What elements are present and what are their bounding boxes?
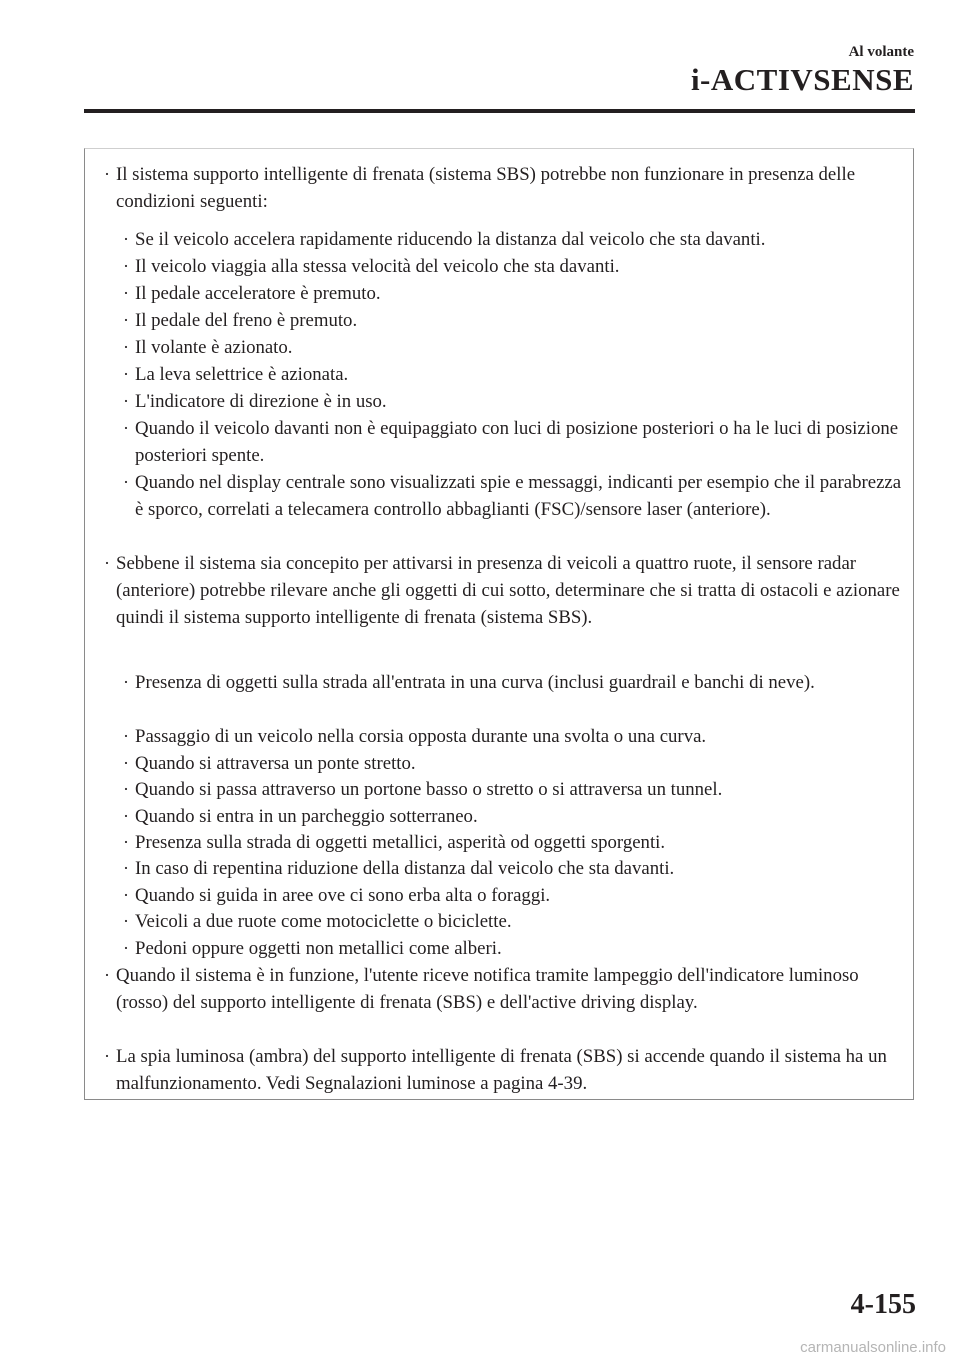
bullet-dot: · xyxy=(123,472,129,492)
sub-list-item-text: Il veicolo viaggia alla stessa velocità del veicolo che sta davanti. xyxy=(135,256,620,277)
bullet-dot: · xyxy=(123,806,129,826)
sub-list-item-text: Quando si passa attraverso un portone basso o stretto o si attraversa un tunnel. xyxy=(135,779,723,800)
sub-list-item-text: Quando si attraversa un ponte stretto. xyxy=(135,753,416,774)
bullet-dot: · xyxy=(123,832,129,852)
bullet-dot: · xyxy=(123,418,129,438)
list-item-text: La spia luminosa (ambra) del supporto intelligente di frenata (SBS) si accende quando il sistema ha un malfunzionamento. Vedi Segnalazioni luminose a pagina 4-39. xyxy=(116,1046,887,1094)
bullet-dot: · xyxy=(123,753,129,773)
section-label: Al volante xyxy=(848,44,914,60)
sub-list-item xyxy=(123,829,903,856)
sub-list-item-text: Pedoni oppure oggetti non metallici come alberi. xyxy=(135,938,502,959)
sub-list-item xyxy=(123,334,903,361)
bullet-dot: · xyxy=(123,911,129,931)
list-item xyxy=(104,161,902,215)
sub-list-item xyxy=(123,253,903,280)
list-item-text: Sebbene il sistema sia concepito per attivarsi in presenza di veicoli a quattro ruote, il sensore radar (anteriore) potrebbe rilevare anche gli oggetti di cui sotto, determinare che si tratta di ostacoli e azionare quindi il sistema supporto intelligente di frenata (sistema SBS). xyxy=(116,553,900,628)
sub-list-item xyxy=(123,669,903,696)
sub-list-item xyxy=(123,361,903,388)
sub-list-item-text: Il volante è azionato. xyxy=(135,337,293,358)
bullet-dot: · xyxy=(104,553,110,573)
sub-list-item xyxy=(123,307,903,334)
bullet-dot: · xyxy=(123,938,129,958)
sub-list-item xyxy=(123,855,903,882)
bullet-dot: · xyxy=(123,726,129,746)
sub-list-item xyxy=(123,226,903,253)
bullet-dot: · xyxy=(123,858,129,878)
sub-list-item-text: La leva selettrice è azionata. xyxy=(135,364,349,385)
list-item-text: Quando il sistema è in funzione, l'utente riceve notifica tramite lampeggio dell'indicatore luminoso (rosso) del supporto intelligente di frenata (SBS) e dell'active driving display. xyxy=(116,965,859,1013)
list-item-text: Il sistema supporto intelligente di frenata (sistema SBS) potrebbe non funzionare in presenza delle condizioni seguenti: xyxy=(116,164,856,212)
sub-list-item xyxy=(123,803,903,830)
header-rule xyxy=(84,109,915,113)
sub-list-item xyxy=(123,415,903,469)
sub-list-item xyxy=(123,388,903,415)
bullet-dot: · xyxy=(123,229,129,249)
bullet-dot: · xyxy=(123,310,129,330)
bullet-dot: · xyxy=(123,391,129,411)
sub-list-item-text: Se il veicolo accelera rapidamente riducendo la distanza dal veicolo che sta davanti. xyxy=(135,229,766,250)
bullet-dot: · xyxy=(104,1046,110,1066)
sub-list-item xyxy=(123,280,903,307)
sub-list-item-text: Veicoli a due ruote come motociclette o biciclette. xyxy=(135,911,512,932)
sub-list-item-text: In caso di repentina riduzione della distanza dal veicolo che sta davanti. xyxy=(135,858,675,879)
bullet-dot: · xyxy=(123,885,129,905)
bullet-dot: · xyxy=(123,779,129,799)
bullet-dot: · xyxy=(123,672,129,692)
sub-list-item xyxy=(123,723,903,750)
list-item xyxy=(104,550,902,631)
sub-list-item xyxy=(123,935,903,962)
sub-list-item-text: Il pedale acceleratore è premuto. xyxy=(135,283,381,304)
sub-list-item-text: Quando si entra in un parcheggio sotterraneo. xyxy=(135,806,478,827)
sub-list-item-text: Quando nel display centrale sono visualizzati spie e messaggi, indicanti per esempio che il parabrezza è sporco, correlati a telecamera controllo abbaglianti (FSC)/sensore laser (anteriore). xyxy=(135,472,902,520)
bullet-dot: · xyxy=(104,164,110,184)
sub-list-item-text: Quando si guida in aree ove ci sono erba alta o foraggi. xyxy=(135,885,551,906)
page-title: i-ACTIVSENSE xyxy=(690,62,914,97)
sub-list-item xyxy=(123,882,903,909)
sub-list-item xyxy=(123,908,903,935)
list-item xyxy=(104,1043,902,1097)
page-number: 4-155 xyxy=(850,1289,916,1320)
sub-list-item xyxy=(123,750,903,777)
watermark: carmanualsonline.info xyxy=(800,1339,946,1356)
sub-list-item-text: Passaggio di un veicolo nella corsia opposta durante una svolta o una curva. xyxy=(135,726,707,747)
sub-list-item-text: L'indicatore di direzione è in uso. xyxy=(135,391,387,412)
list-item xyxy=(104,962,902,1016)
bullet-dot: · xyxy=(123,364,129,384)
sub-list-item-text: Il pedale del freno è premuto. xyxy=(135,310,358,331)
bullet-dot: · xyxy=(123,337,129,357)
sub-list-item-text: Presenza sulla strada di oggetti metallici, asperità od oggetti sporgenti. xyxy=(135,832,666,853)
sub-list-item-text: Quando il veicolo davanti non è equipaggiato con luci di posizione posteriori o ha le luci di posizione posteriori spente. xyxy=(135,418,899,466)
bullet-dot: · xyxy=(123,283,129,303)
sub-list-item xyxy=(123,776,903,803)
sub-list-item-text: Presenza di oggetti sulla strada all'entrata in una curva (inclusi guardrail e banchi di neve). xyxy=(135,672,815,693)
bullet-dot: · xyxy=(104,965,110,985)
sub-list-item xyxy=(123,469,903,523)
bullet-dot: · xyxy=(123,256,129,276)
